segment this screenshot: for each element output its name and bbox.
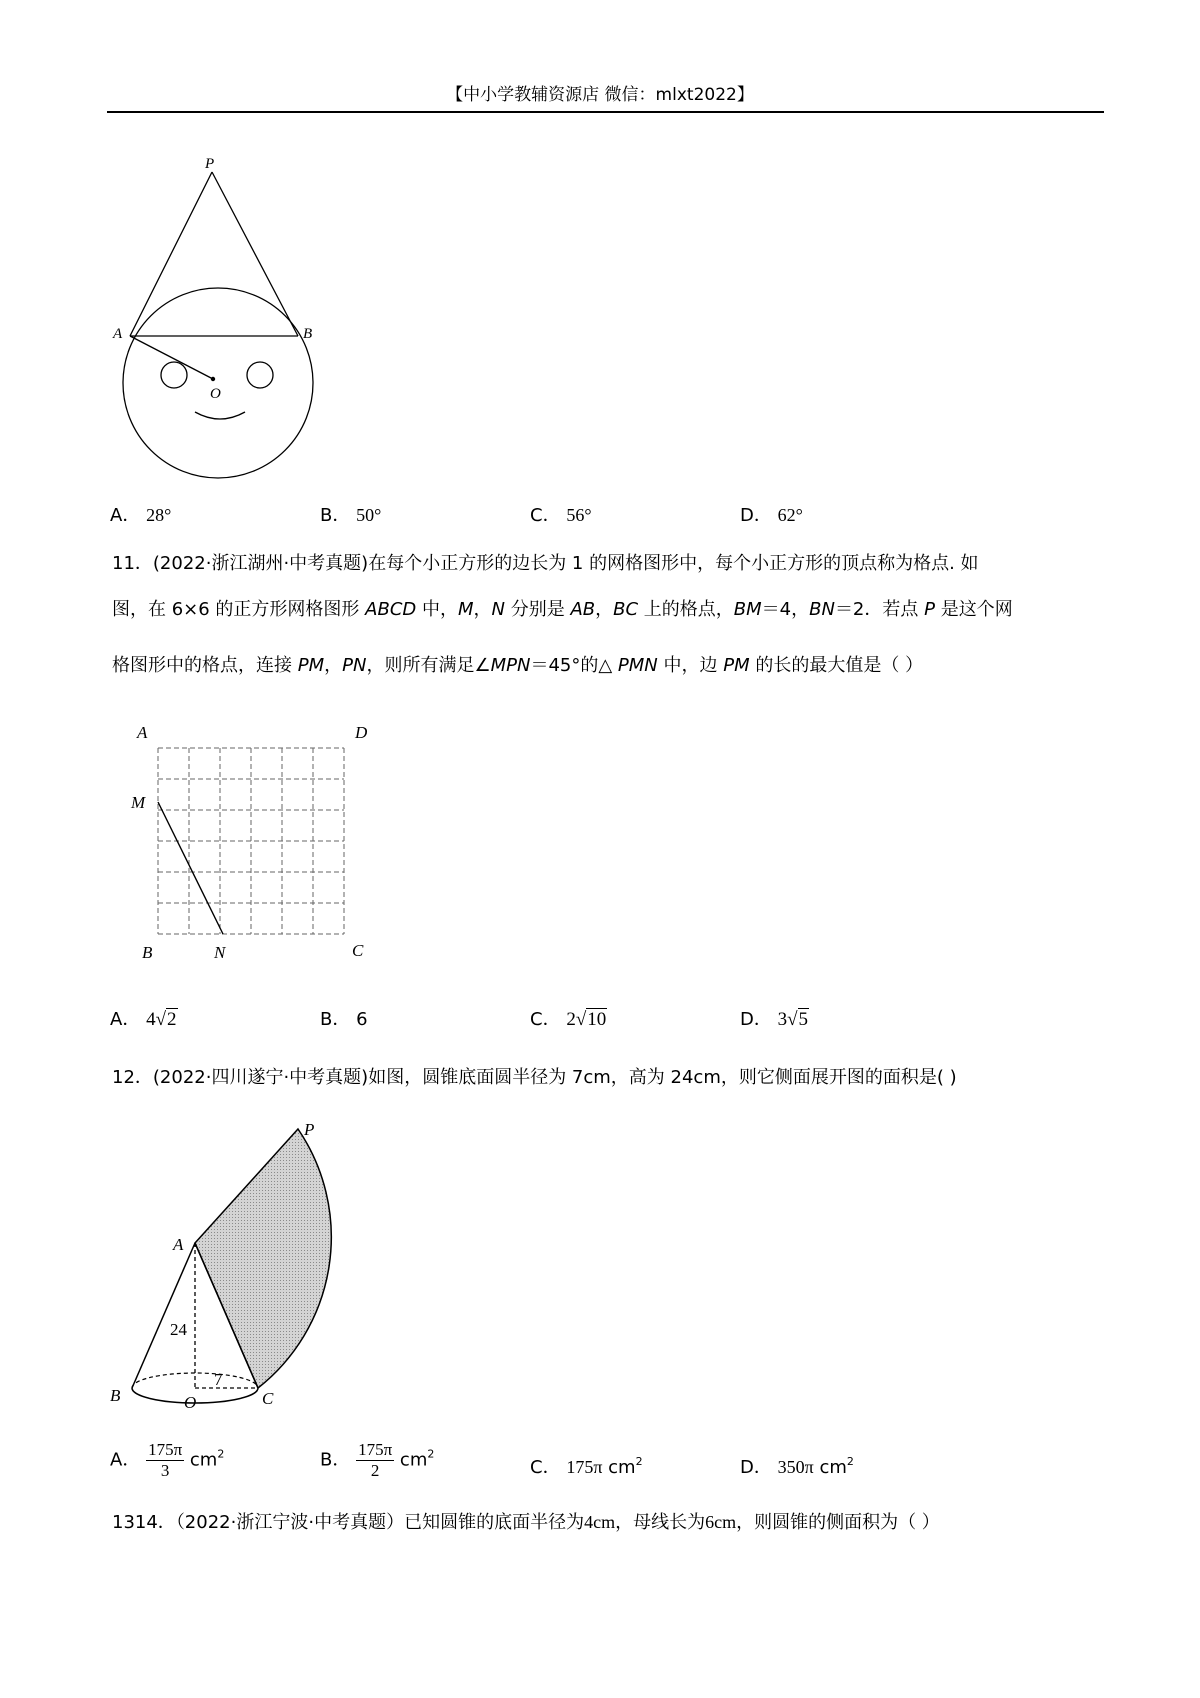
q10-option-b[interactable] [320, 503, 381, 528]
option-letter: A． [110, 1009, 141, 1030]
q12-option-c[interactable]: C． 175π $cm^2$ [530, 1455, 643, 1478]
page-header: 【中小学教辅资源店 微信：mlxt2022】 [446, 85, 754, 105]
q11-option-d[interactable] [740, 1008, 809, 1032]
q12-label-c: C [262, 1389, 274, 1408]
q11-label-d: D [355, 723, 368, 742]
q10-center-point [211, 377, 215, 381]
question-source: (2022·四川遂宁·中考真题) [152, 1067, 369, 1088]
q11-segment-mn [158, 802, 223, 934]
option-letter: B． [320, 1449, 351, 1471]
question-number: 1314． [112, 1512, 176, 1533]
option-letter: D． [740, 505, 772, 526]
option-value: 62° [777, 505, 803, 525]
q12-radius-label: 7 [214, 1370, 223, 1389]
option-letter: D． [740, 1457, 772, 1478]
question-source: (2022·浙江湖州·中考真题) [152, 553, 369, 574]
option-unit: cm [399, 1449, 428, 1471]
q10-figure [100, 150, 340, 490]
option-letter: B． [320, 1009, 351, 1030]
question-text: 如图，圆锥底面圆半径为 7cm，高为 24cm，则它侧面展开图的面积是( ) [368, 1067, 957, 1088]
q12-cone-figure [100, 1115, 390, 1415]
q12-label-p: P [304, 1120, 315, 1139]
question-text: 在每个小正方形的边长为 1 的网格图形中，每个小正方形的顶点称为格点. 如 [368, 553, 979, 574]
option-unit: cm [189, 1449, 218, 1471]
option-letter: A． [110, 505, 141, 526]
q10-option-d[interactable] [740, 503, 803, 528]
q10-segment-pa [130, 172, 212, 336]
option-letter: C． [530, 1009, 561, 1030]
q12-label-o: O [184, 1393, 197, 1412]
option-unit: cm [608, 1457, 636, 1478]
q10-option-a[interactable] [110, 503, 171, 528]
option-letter: B． [320, 505, 351, 526]
q12-option-a[interactable]: A． $\frac{175\pi}{3}$ $cm^2$ [110, 1440, 225, 1480]
q12-option-d[interactable]: D． 350π $cm^2$ [740, 1455, 854, 1478]
option-value: 4√2 [146, 1009, 177, 1030]
option-value: 28° [146, 505, 172, 525]
option-value: 2√10 [566, 1009, 607, 1030]
option-letter: C． [530, 1457, 561, 1478]
question-text: 已知圆锥的底面半径为 [404, 1512, 585, 1533]
q10-label-p: P [205, 156, 215, 172]
option-letter: D． [740, 1009, 772, 1030]
q11-grid-figure [125, 718, 385, 970]
option-value: 50° [356, 505, 382, 525]
q10-right-eye [247, 362, 273, 388]
option-letter: C． [530, 505, 561, 526]
q11-dashed-grid [158, 748, 344, 934]
q11-option-b[interactable] [320, 1008, 368, 1032]
header-divider [107, 111, 1104, 113]
q11-line-1 [112, 552, 979, 576]
q11-line-2: 图，在 6×6 的正方形网格图形 ABCD 中，M，N 分别是 AB，BC 上的格点，BM＝4，BN＝2．若点 P 是这个网 [112, 599, 1013, 620]
option-fraction: $\frac{175\pi}{2}$ [358, 1440, 393, 1480]
q12-label-b: B [110, 1386, 121, 1405]
q12-unfolded-sector [195, 1129, 331, 1388]
q10-segment-ao [130, 336, 213, 379]
q10-label-b: B [303, 326, 313, 342]
q11-label-n: N [214, 943, 226, 962]
q11-label-b: B [142, 943, 153, 962]
q10-segment-pb [212, 172, 298, 336]
q10-smile [195, 412, 245, 419]
option-value: 6 [356, 1009, 368, 1030]
q12-option-b[interactable]: B． $\frac{175\pi}{2}$ $cm^2$ [320, 1440, 435, 1480]
option-value: 350π [777, 1457, 814, 1477]
q10-option-c[interactable] [530, 503, 592, 528]
q12-segment-ab [132, 1243, 195, 1388]
q12-height-label: 24 [170, 1320, 187, 1339]
q11-option-c[interactable] [530, 1008, 607, 1032]
question-number: 11． [112, 553, 153, 574]
q11-line-3: 格图形中的格点，连接 PM，PN，则所有满足∠MPN＝45°的△ PMN 中，边 PM 的长的最大值是（ ） [112, 655, 924, 676]
q10-face-circle [123, 288, 313, 478]
q10-label-o: O [210, 386, 221, 402]
q12-label-a: A [173, 1235, 184, 1254]
q11-label-m: M [131, 793, 146, 812]
question-number: 12． [112, 1067, 153, 1088]
q13-line-1: 1314．（2022·浙江宁波·中考真题）已知圆锥的底面半径为4cm，母线长为6cm，则圆锥的侧面积为（ ） [112, 1512, 940, 1533]
option-value: 3√5 [777, 1009, 809, 1030]
q12-line-1 [112, 1066, 957, 1090]
q11-label-a: A [137, 723, 148, 742]
q10-left-eye [161, 362, 187, 388]
option-unit: cm [819, 1457, 847, 1478]
option-value: 56° [566, 505, 592, 525]
q11-option-a[interactable] [110, 1008, 178, 1032]
q10-label-a: A [113, 326, 123, 342]
question-source: （2022·浙江宁波·中考真题） [175, 1512, 405, 1533]
option-letter: A． [110, 1449, 141, 1471]
option-value: 175π [566, 1457, 603, 1477]
option-fraction: $\frac{175\pi}{3}$ [148, 1440, 183, 1480]
q11-label-c: C [352, 941, 364, 960]
